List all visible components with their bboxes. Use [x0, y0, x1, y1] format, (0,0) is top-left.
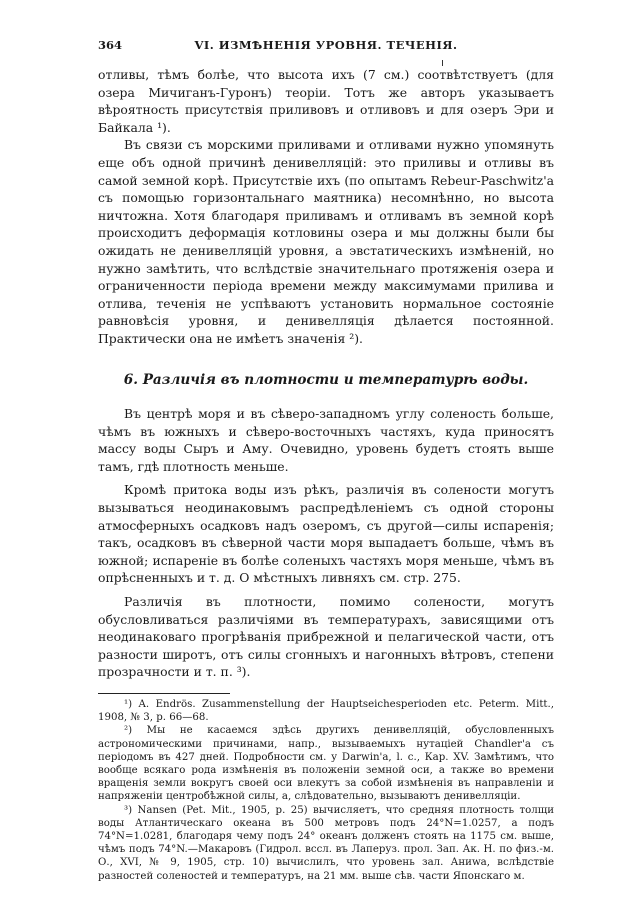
paragraph: Кромѣ притока воды изъ рѣкъ, различія въ солености могутъ вызываться неодинаковымъ распредѣленіемъ съ одной стороны атмосферныхъ осадковъ надъ озеромъ, съ другой—силы испаренія; такъ, осадковъ въ сѣверной части моря выпадаетъ больше, чѣмъ въ южной; испареніе въ болѣе соленыхъ частяхъ моря меньше, чѣмъ въ опрѣсненныхъ и т. д. О мѣстныхъ ливняхъ см. стр. 275.	[98, 482, 554, 586]
footnotes	[98, 698, 554, 883]
page-number: 364	[98, 38, 123, 52]
running-title: VI. ИЗМѢНЕНІЯ УРОВНЯ. ТЕЧЕНІЯ.	[194, 38, 458, 52]
footnote: ²) Мы не касаемся здѣсь другихъ денивелляцій, обусловленныхъ астрономическими причинами, напр., вызываемыхъ нутаціей Chandler'а съ періодомъ въ 427 дней. Подробности см. у Darwin'а, l. c., Кар. XV. Замѣтимъ, что вообще всякаго рода измѣненія въ положеніи земной оси, а также во времени вращенія земли вокругъ своей оси влекутъ за собой измѣненія въ направленіи и напряженіи центробѣжной силы, а, слѣдовательно, вызываютъ денивелляціи.	[98, 725, 554, 803]
paragraph: Въ центрѣ моря и въ сѣверо-западномъ углу соленость больше, чѣмъ въ южныхъ и сѣверо-восточныхъ частяхъ, куда приносятъ массу воды Сыръ и Аму. Очевидно, уровень будетъ стоять выше тамъ, гдѣ плотность меньше.	[98, 406, 554, 474]
running-header	[98, 38, 554, 54]
paragraph: Въ связи съ морскими приливами и отливами нужно упомянуть еще объ одной причинѣ денивелляцій: это приливы и отливы въ самой земной корѣ. Присутствіе ихъ (по опытамъ Rebeur-Paschwitz'а съ помощью горизонтальнаго маятника) несомнѣнно, но высота ничтожна. Хотя благодаря приливамъ и отливамъ въ земной корѣ происходитъ деформація котловины озера и мы должны были бы ожидать не денивелляцій уровня, а эвстатическихъ измѣненій, но нужно замѣтить, что вслѣдствіе значительнаго протяженія озера и ограниченности періода времени между максимумами прилива и отлива, теченія не успѣваютъ установить нормальное состояніе равновѣсія уровня, и денивелляція дѣлается постоянной. Практически она не имѣетъ значенія ²).	[98, 137, 554, 346]
footnote: ³) Nansen (Pet. Mit., 1905, р. 25) вычисляетъ, что средняя плотность толщи воды Атлантическаго океана въ 500 метровъ подъ 24°N=1.0257, а подъ 74°N=1.0281, благодаря чему подъ 24° океанъ долженъ стоять на 1175 см. выше, чѣмъ подъ 74°N.—Макаровъ (Гидрол. вссл. въ Лаперуз. прол. Зап. Ак. Н. по физ.-м. О., XVI, № 9, 1905, стр. 10) вычислилъ, что уровень зал. Аниwа, вслѣдствіе разностей соленостей и температуръ, на 21 мм. выше сѣв. части Японскаго м.	[98, 804, 554, 882]
paragraph: отливы, тѣмъ болѣе, что высота ихъ (7 см.) соотвѣтствуетъ (для озера Мичиганъ-Гуронъ) теоріи. Тотъ же авторъ указываетъ вѣроятность присутствія приливовъ и отливовъ и для озеръ Эри и Байкала ¹).	[98, 67, 554, 135]
section-heading: 6. Различія въ плотности и температурѣ воды.	[123, 371, 529, 388]
page-body	[98, 66, 554, 883]
footnote-rule	[98, 693, 230, 694]
paragraph: Различія въ плотности, помимо солености, могутъ обусловливаться различіями въ температурахъ, зависящими отъ неодинаковаго прогрѣванія прибрежной и пелагической части, отъ разности широтъ, отъ силы сгонныхъ и нагонныхъ вѣтровъ, степени прозрачности и т. п. ³).	[98, 594, 554, 680]
footnote: ¹) A. Endrös. Zusammenstellung der Hauptseichesperioden etc. Peterm. Mitt., 1908, № 3, р. 66—68.	[98, 699, 554, 724]
